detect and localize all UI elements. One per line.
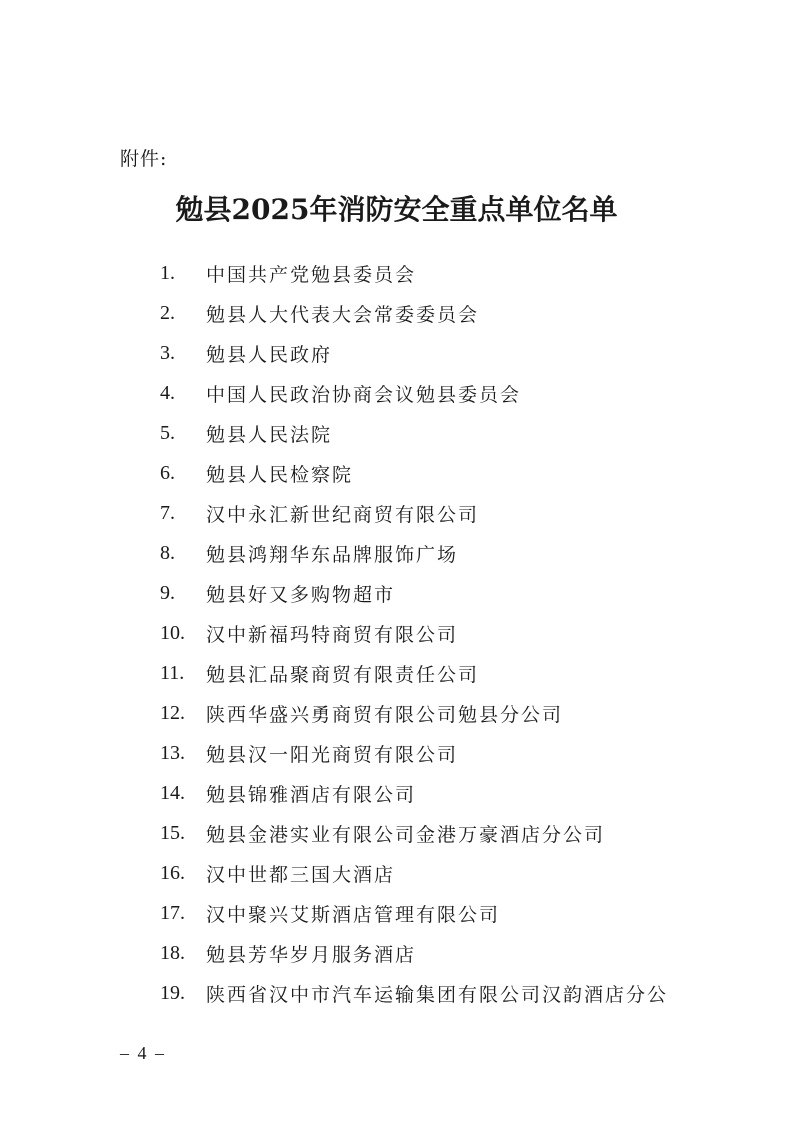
list-item bbox=[160, 573, 668, 613]
item-number: 17. bbox=[160, 901, 185, 924]
item-name: 勉县汇品聚商贸有限责任公司 bbox=[206, 663, 480, 686]
item-number: 8. bbox=[160, 541, 175, 564]
item-name: 勉县汉一阳光商贸有限公司 bbox=[206, 743, 459, 766]
item-number: 6. bbox=[160, 461, 175, 484]
item-number: 16. bbox=[160, 861, 185, 884]
list-item bbox=[160, 333, 668, 373]
item-number: 14. bbox=[160, 781, 185, 804]
list-item bbox=[160, 253, 668, 293]
item-number: 19. bbox=[160, 981, 185, 1004]
attachment-label: 附件: bbox=[120, 148, 168, 170]
list-item bbox=[160, 613, 668, 653]
item-name: 汉中新福玛特商贸有限公司 bbox=[206, 623, 459, 646]
list-item bbox=[160, 853, 668, 893]
item-number: 10. bbox=[160, 621, 185, 644]
list-item bbox=[160, 813, 668, 853]
list-item bbox=[160, 493, 668, 533]
item-number: 11. bbox=[160, 661, 185, 684]
item-name: 勉县锦雅酒店有限公司 bbox=[206, 783, 417, 806]
item-number: 15. bbox=[160, 821, 185, 844]
item-number: 9. bbox=[160, 581, 175, 604]
list-item bbox=[160, 413, 668, 453]
list-item bbox=[160, 653, 668, 693]
item-name: 中国人民政治协商会议勉县委员会 bbox=[206, 383, 522, 406]
item-number: 13. bbox=[160, 741, 185, 764]
list-item bbox=[160, 293, 668, 333]
item-number: 2. bbox=[160, 301, 175, 324]
item-number: 1. bbox=[160, 261, 175, 284]
list-item bbox=[160, 693, 668, 733]
item-number: 4. bbox=[160, 381, 175, 404]
item-number: 3. bbox=[160, 341, 175, 364]
list-item bbox=[160, 373, 668, 413]
item-name: 勉县人民法院 bbox=[206, 423, 333, 446]
document-title: 勉县2025年消防安全重点单位名单 bbox=[175, 193, 618, 226]
list-item bbox=[160, 933, 668, 973]
list-item bbox=[160, 453, 668, 493]
item-number: 12. bbox=[160, 701, 185, 724]
item-name: 勉县人民检察院 bbox=[206, 463, 354, 486]
item-name: 勉县鸿翔华东品牌服饰广场 bbox=[206, 543, 459, 566]
page-number: – 4 – bbox=[120, 1043, 166, 1063]
item-name: 汉中永汇新世纪商贸有限公司 bbox=[206, 503, 480, 526]
item-name: 汉中世都三国大酒店 bbox=[206, 863, 396, 886]
item-name: 汉中聚兴艾斯酒店管理有限公司 bbox=[206, 903, 501, 926]
item-name: 中国共产党勉县委员会 bbox=[206, 263, 417, 286]
list-item bbox=[160, 973, 668, 1013]
item-name: 勉县好又多购物超市 bbox=[206, 583, 396, 606]
list-item bbox=[160, 773, 668, 813]
item-name: 勉县人民政府 bbox=[206, 343, 333, 366]
item-name: 陕西华盛兴勇商贸有限公司勉县分公司 bbox=[206, 703, 564, 726]
list-item bbox=[160, 893, 668, 933]
unit-list bbox=[160, 253, 668, 1013]
item-name: 勉县芳华岁月服务酒店 bbox=[206, 943, 417, 966]
item-number: 5. bbox=[160, 421, 175, 444]
list-item bbox=[160, 733, 668, 773]
list-item bbox=[160, 533, 668, 573]
item-name: 陕西省汉中市汽车运输集团有限公司汉韵酒店分公 bbox=[206, 983, 669, 1006]
item-number: 7. bbox=[160, 501, 175, 524]
item-number: 18. bbox=[160, 941, 185, 964]
item-name: 勉县人大代表大会常委委员会 bbox=[206, 303, 480, 326]
item-name: 勉县金港实业有限公司金港万豪酒店分公司 bbox=[206, 823, 606, 846]
